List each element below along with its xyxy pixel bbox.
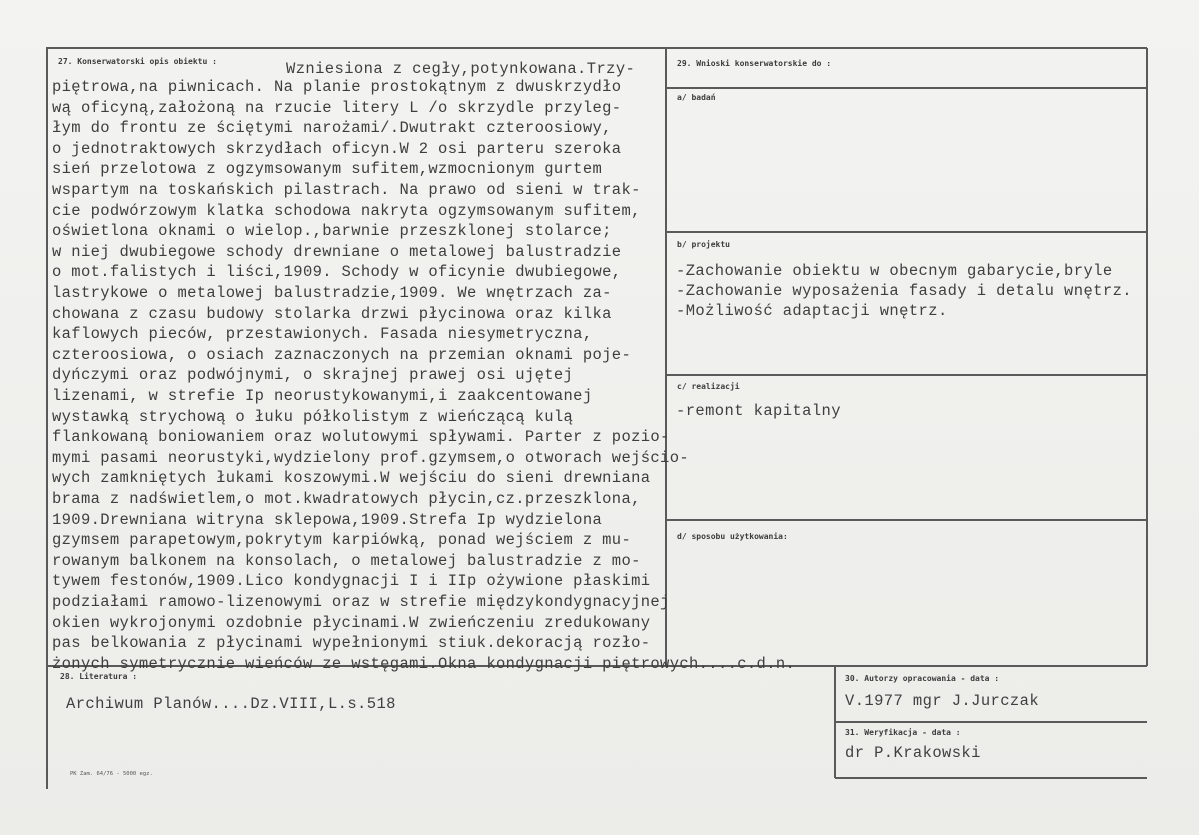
divider-authors-verification	[835, 721, 1147, 723]
column-divider	[665, 48, 667, 666]
frame-right-border	[1146, 48, 1148, 666]
frame-bottom-right-border	[835, 777, 1147, 779]
divider-a-b	[666, 231, 1147, 233]
authors-label: 30. Autorzy opracowania - data :	[845, 674, 1000, 683]
project-item: -Możliwość adaptacji wnętrz.	[676, 302, 948, 320]
description-line: kaflowych pieców, przestawionych. Fasada niesymetryczna,	[52, 325, 593, 344]
description-line: wspartym na toskańskich pilastrach. Na prawo od sieni w trak-	[52, 181, 641, 199]
description-line: oświetlona oknami o wielop.,barwnie przeszklonej stolarce;	[52, 222, 612, 241]
description-line: wych zamkniętych łukami koszowymi.W wejściu do sieni drewniana	[52, 469, 651, 488]
description-line: rowanym balkonem na konsolach, o metalowej balustradzie z mo-	[52, 551, 641, 570]
description-line: 1909.Drewniana witryna sklepowa,1909.Strefa Ip wydzielona	[52, 510, 603, 529]
description-line: sień przelotowa z ogzymsowanym sufitem,wzmocnionym gurtem	[52, 160, 603, 179]
description-line: czteroosiowa, o osiach zaznaczonych na przemian oknami poje-	[52, 345, 632, 364]
project-item: -Zachowanie obiektu w obecnym gabarycie,bryle	[676, 262, 1113, 280]
description-line: flankowaną boniowaniem oraz wolutowymi spływami. Parter z pozio-	[52, 428, 670, 447]
frame-left-border	[46, 47, 48, 789]
divider-29-a	[666, 87, 1147, 89]
description-line: okien wykrojonymi ozdobnie płycinami.W zwieńczeniu zredukowany	[52, 613, 651, 632]
description-line: podziałami ramowo-lizenowymi oraz w strefie międzykondygnacyjnej	[52, 593, 670, 611]
verification-value: dr P.Krakowski	[845, 744, 981, 762]
realization-item: -remont kapitalny	[676, 402, 841, 420]
description-line: mymi pasami neorustyki,wydzielony prof.gzymsem,o otworach wejścio-	[52, 448, 689, 467]
description-line: żonych symetrycznie wieńców ze wstęgami.Okna kondygnacji piętrowych....c.d.n.	[52, 654, 796, 673]
description-line: gzymsem parapetowym,pokrytym karpiówką, ponad wejściem z mu-	[52, 531, 632, 550]
description-line: brama z nadświetlem,o mot.kwadratowych płycin,cz.przeszklona,	[52, 490, 641, 508]
literature-value: Archiwum Planów....Dz.VIII,L.s.518	[66, 695, 396, 713]
description-line: cie podwórzowym klatka schodowa nakryta ogzymsowanym sufitem,	[52, 201, 641, 220]
description-line: łym do frontu ze ściętymi narożami/.Dwutrakt czteroosiowy,	[52, 119, 612, 138]
project-item: -Zachowanie wyposażenia fasady i detalu wnętrz.	[676, 282, 1132, 300]
description-line: pas belkowania z płycinami wypełnionymi stiuk.dekoracją rozło-	[52, 634, 651, 653]
divider-b-c	[666, 374, 1147, 376]
description-label: 27. Konserwatorski opis obiektu :	[58, 57, 217, 66]
verification-label: 31. Weryfikacja - data :	[845, 728, 961, 737]
description-line: w niej dwubiegowe schody drewniane o metalowej balustradzie	[52, 242, 622, 261]
research-label: a/ badań	[677, 93, 716, 102]
description-line: wą oficyną,założoną na rzucie litery L /o skrzydle przyleg-	[52, 98, 622, 117]
realization-label: c/ realizacji	[677, 382, 740, 391]
description-line: lizenami, w strefie Ip neorustykowanymi,i zaakcentowanej	[52, 387, 593, 405]
conclusions-label: 29. Wnioski konserwatorskie do :	[677, 59, 832, 68]
project-label: b/ projektu	[677, 240, 730, 249]
description-line: dyńczymi oraz podwójnymi, o skrajnej prawej osi ujętej	[52, 366, 574, 385]
authors-value: V.1977 mgr J.Jurczak	[845, 692, 1040, 710]
description-line: tywem festonów,1909.Lico kondygnacji I i IIp ożywione płaskimi	[52, 572, 651, 591]
description-line: chowana z czasu budowy stolarka drzwi płycinowa oraz kilka	[52, 304, 612, 323]
description-line: o jednotraktowych skrzydłach oficyn.W 2 osi parteru szeroka	[52, 139, 622, 158]
literature-label: 28. Literatura :	[60, 672, 138, 681]
frame-top-border	[46, 47, 1147, 49]
divider-c-d	[666, 519, 1147, 521]
description-line: o mot.falistych i liści,1909. Schody w oficynie dwubiegowe,	[52, 263, 622, 282]
description-line: wystawką strychową o łuku półkolistym z wieńczącą kulą	[52, 407, 574, 426]
description-line: lastrykowe o metalowej balustradzie,1909. We wnętrzach za-	[52, 284, 612, 302]
usage-label: d/ sposobu użytkowania:	[677, 532, 788, 541]
description-first-line: Wzniesiona z cegły,potynkowana.Trzy-	[286, 60, 636, 78]
print-note: PK Zam. 64/76 - 5000 egz.	[70, 771, 153, 777]
description-line: piętrowa,na piwnicach. Na planie prostokątnym z dwuskrzydło	[52, 78, 622, 96]
